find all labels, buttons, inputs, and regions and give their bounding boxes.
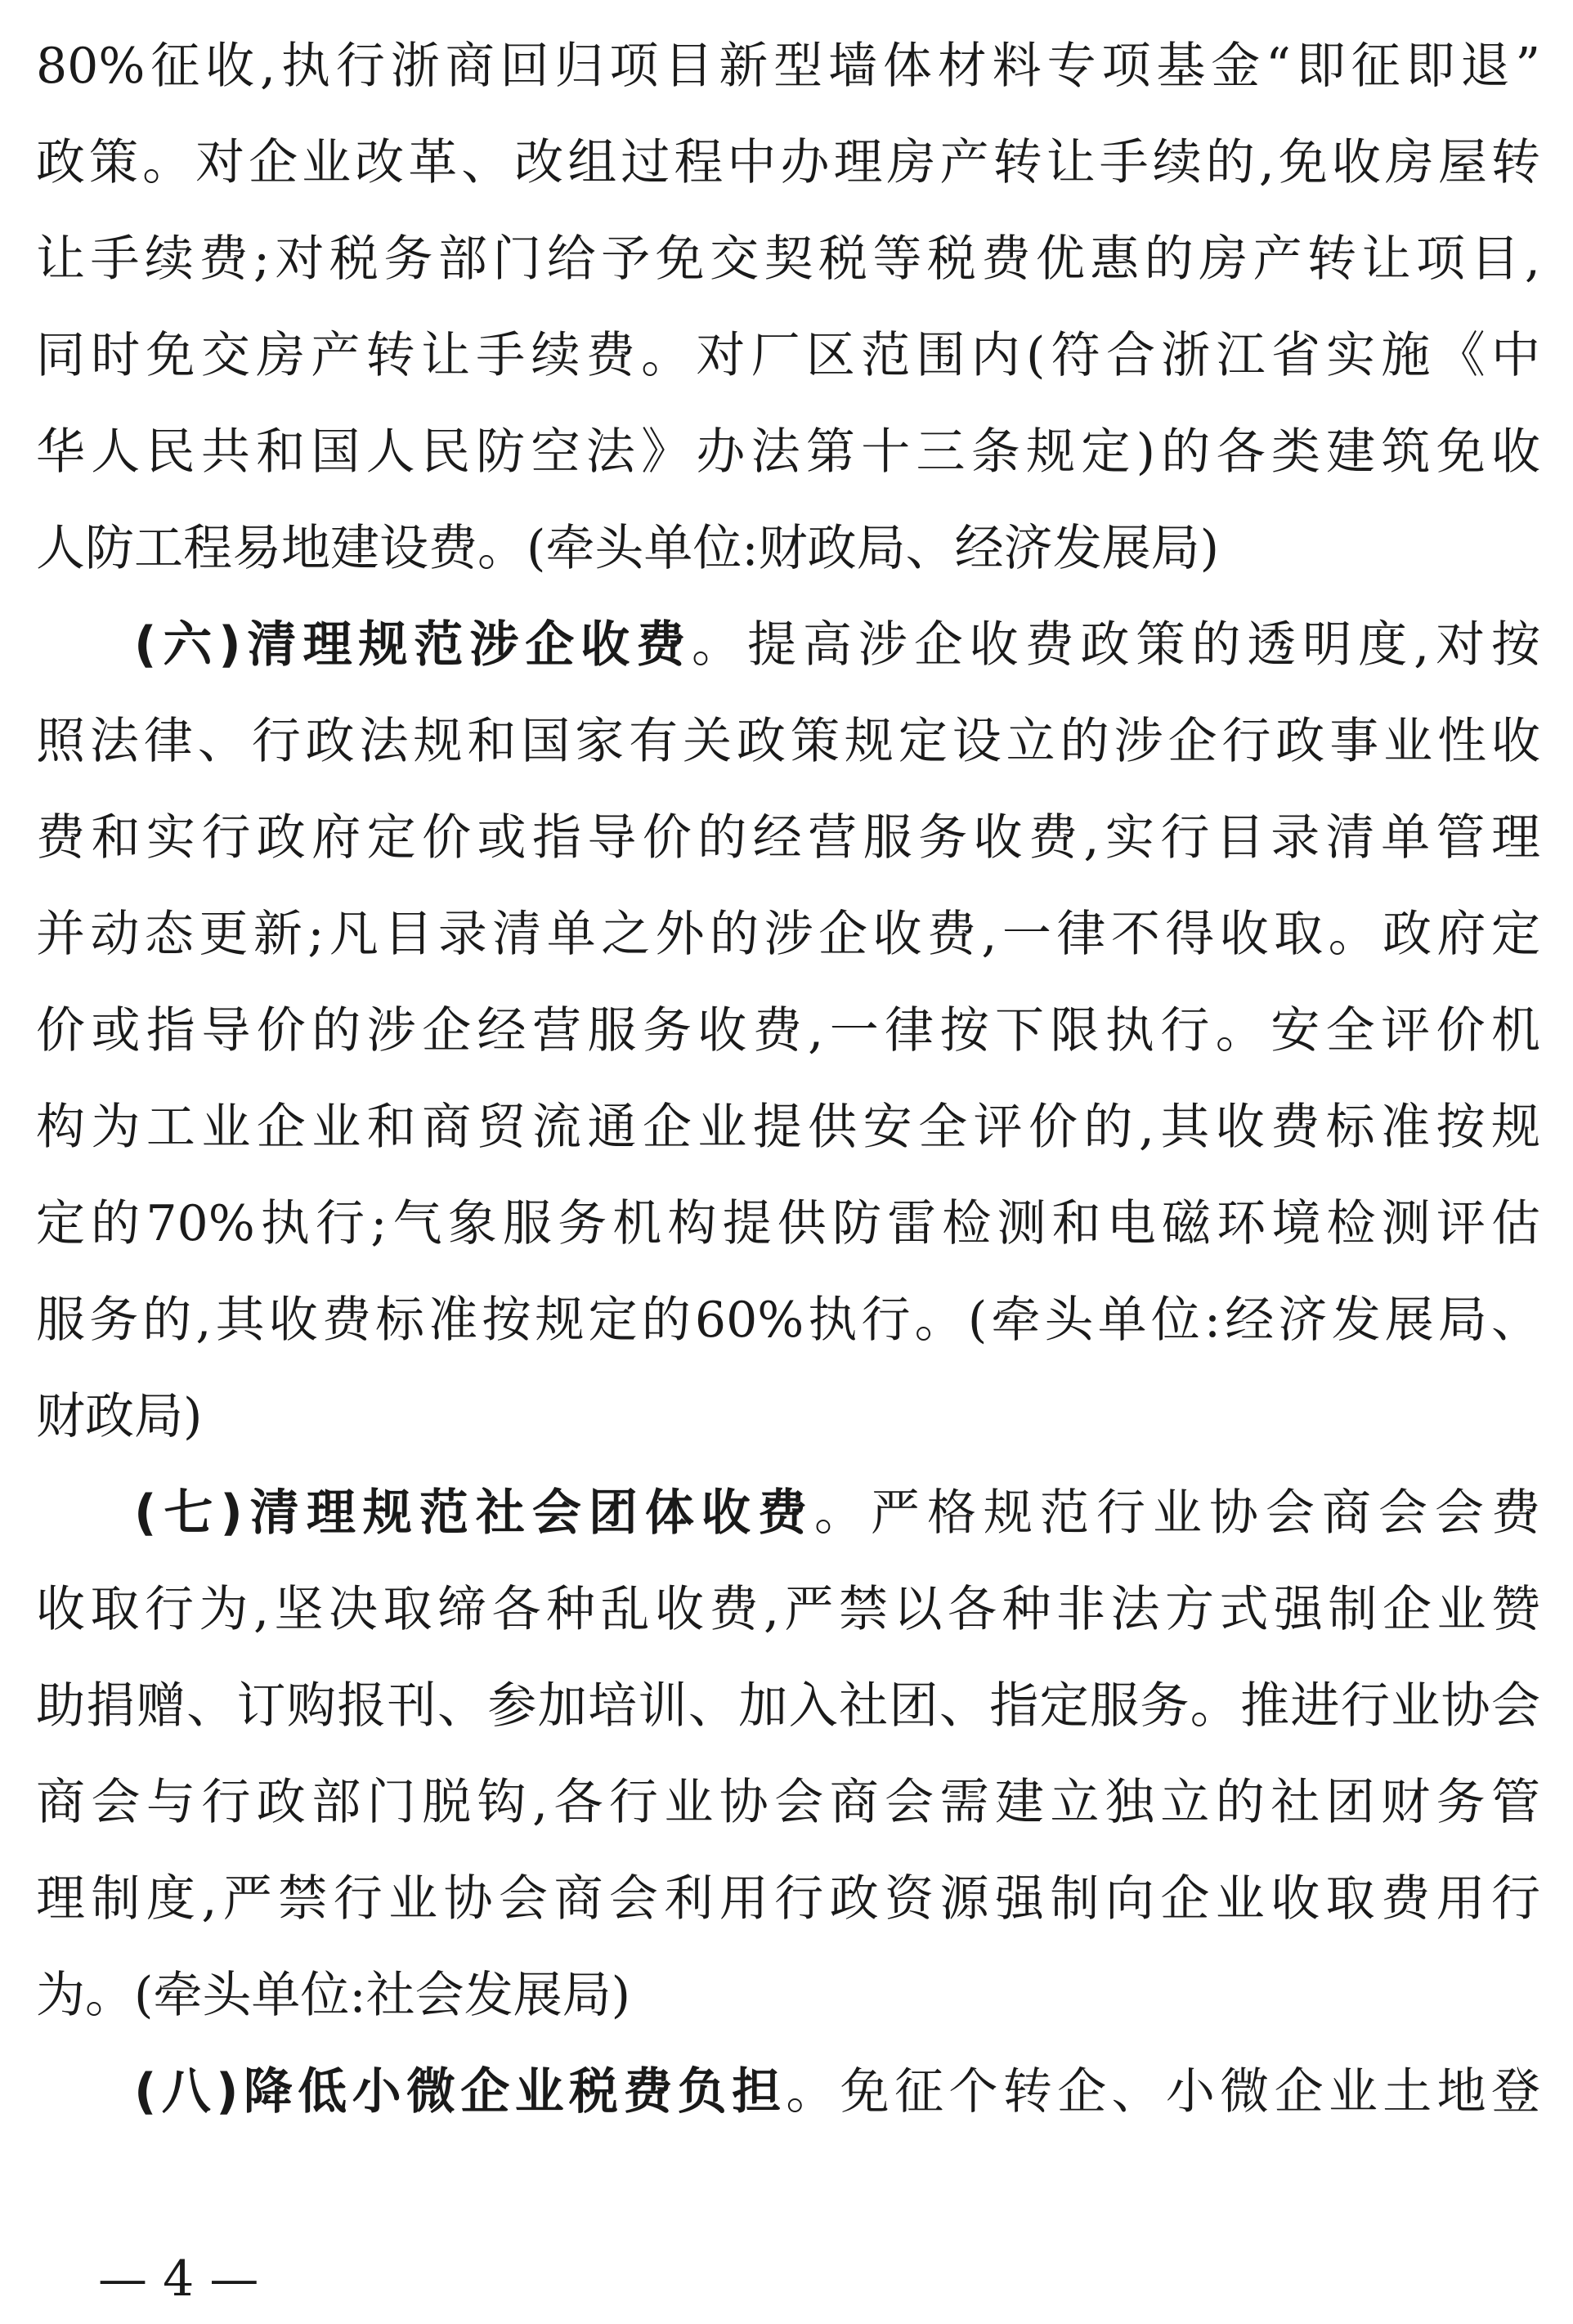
body-text (36, 18, 1540, 2140)
text-line: 财政局) (36, 1388, 203, 1445)
text-line: 价或指导价的涉企经营服务收费,一律按下限执行。安全评价机 (36, 1002, 1540, 1059)
text-line: 为。(牵头单位:社会发展局) (36, 1967, 631, 2024)
text-line: 服务的,其收费标准按规定的60%执行。(牵头单位:经济发展局、 (36, 1292, 1540, 1349)
text-line: 收取行为,坚决取缔各种乱收费,严禁以各种非法方式强制企业赞 (36, 1581, 1540, 1638)
text-line: 助捐赠、订购报刊、参加培训、加入社团、指定服务。推进行业协会 (36, 1677, 1540, 1735)
paragraph-first-line (36, 2044, 1540, 2140)
text-line: 构为工业企业和商贸流通企业提供安全评价的,其收费标准按规 (36, 1099, 1540, 1156)
text-line: 照法律、行政法规和国家有关政策规定设立的涉企行政事业性收 (36, 713, 1540, 770)
text-line: 80%征收,执行浙商回归项目新型墙体材料专项基金“即征即退” (36, 38, 1540, 95)
paragraph-first-line (36, 1465, 1540, 1561)
text-line: 政策。对企业改革、改组过程中办理房产转让手续的,免收房屋转 (36, 134, 1540, 191)
text-line: 并动态更新;凡目录清单之外的涉企收费,一律不得收取。政府定 (36, 906, 1540, 963)
text-run: 。严格规范行业协会商会会费 (813, 1484, 1540, 1542)
text-line: 让手续费;对税务部门给予免交契税等税费优惠的房产转让项目, (36, 231, 1540, 288)
text-line: 人防工程易地建设费。(牵头单位:财政局、经济发展局) (36, 520, 1220, 577)
section-heading-8: (八)降低小微企业税费负担 (134, 2063, 786, 2120)
text-line: 定的70%执行;气象服务机构提供防雷检测和电磁环境检测评估 (36, 1195, 1540, 1252)
text-line: 费和实行政府定价或指导价的经营服务收费,实行目录清单管理 (36, 809, 1540, 866)
text-line: 理制度,严禁行业协会商会利用行政资源强制向企业收取费用行 (36, 1870, 1540, 1928)
section-heading-7: (七)清理规范社会团体收费 (134, 1484, 814, 1542)
page-number: — 4 — (98, 2250, 259, 2308)
paragraph-first-line (36, 597, 1540, 693)
text-line: 华人民共和国人民防空法》办法第十三条规定)的各类建筑免收 (36, 423, 1540, 481)
section-heading-6: (六)清理规范涉企收费 (134, 616, 692, 674)
text-run: 。免征个转企、小微企业土地登 (786, 2063, 1540, 2120)
text-run: 。提高涉企收费政策的透明度,对按 (692, 616, 1540, 674)
text-line: 商会与行政部门脱钩,各行业协会商会需建立独立的社团财务管 (36, 1774, 1540, 1831)
text-line: 同时免交房产转让手续费。对厂区范围内(符合浙江省实施《中 (36, 327, 1540, 384)
